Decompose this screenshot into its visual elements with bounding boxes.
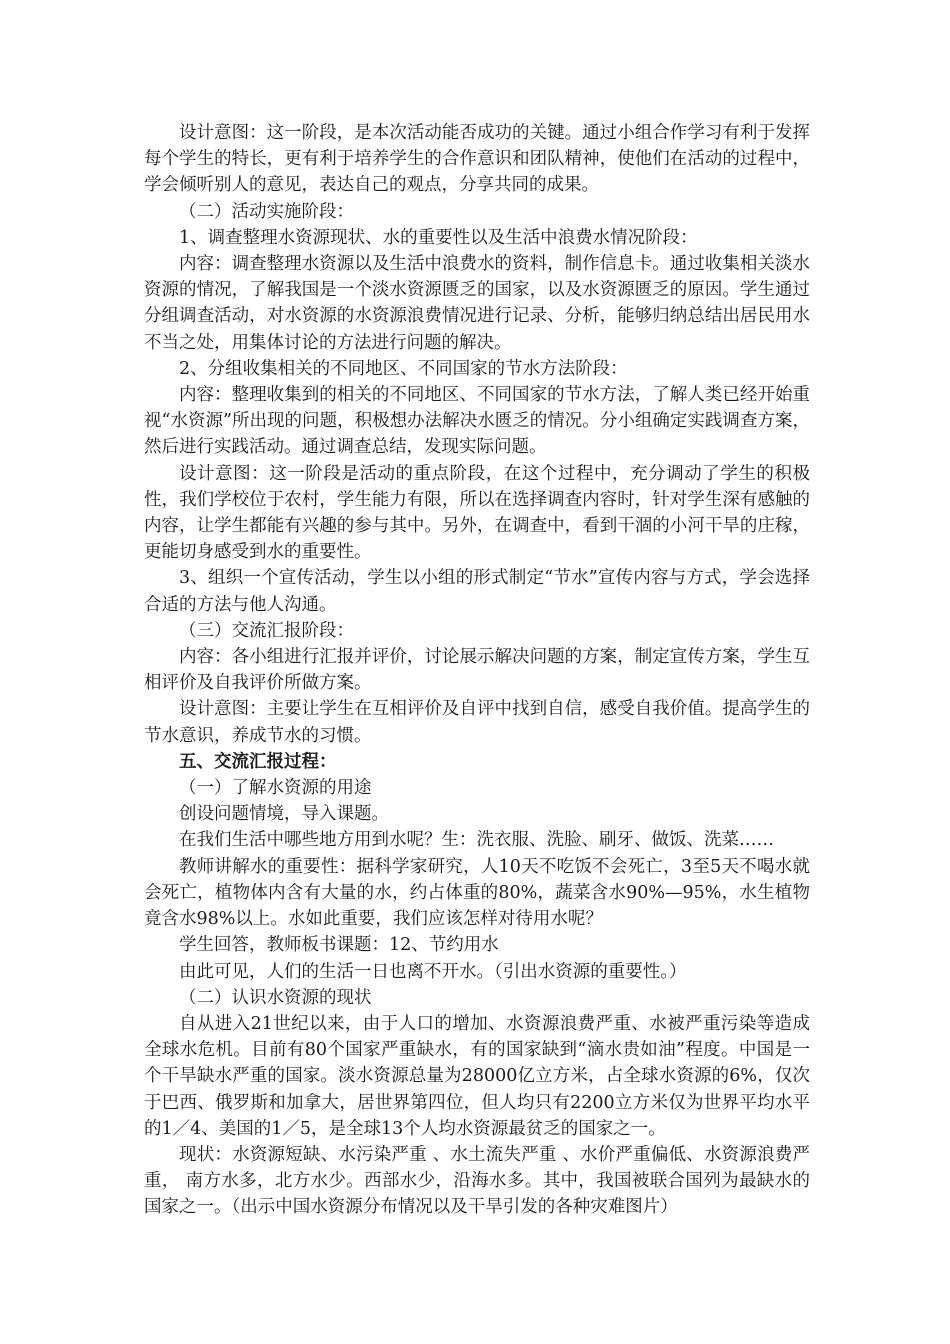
paragraph-board-title: 学生回答，教师板书课题：12、节约用水: [179, 935, 499, 956]
paragraph-design-intent-3: 设计意图：主要让学生在互相评价及自评中找到自信，感受自我价值。提高学生的节水意识，养成节水的习惯。: [144, 699, 810, 746]
paragraph-design-intent-2: 设计意图：这一阶段是活动的重点阶段，在这个过程中，充分调动了学生的积极性，我们学校位于农村，学生能力有限，所以在选择调查内容时，针对学生深有感触的内容，让学生都能有兴趣的参与其中。另外，在调查中，看到干涸的小河干旱的庄稼，更能切身感受到水的重要性。: [144, 463, 810, 563]
paragraph-teacher-explain: 教师讲解水的重要性：据科学家研究，人10天不吃饭不会死亡，3至5天不喝水就会死亡，植物体内含有大量的水，约占体重的80%，蔬菜含水90%—95%，水生植物竟含水98%以上。水如此重要，我们应该怎样对待用水呢？: [144, 856, 810, 930]
paragraph-content-1: 内容：调查整理水资源以及生活中浪费水的资料，制作信息卡。通过收集相关淡水资源的情况，了解我国是一个淡水资源匮乏的国家，以及水资源匮乏的原因。学生通过分组调查活动，对水资源的水资源浪费情况进行记录、分析，能够归纳总结出居民用水不当之处，用集体讨论的方法进行问题的解决。: [144, 254, 810, 353]
paragraph-content-2: 内容：整理收集到的相关的不同地区、不同国家的节水方法，了解人类已经开始重视“水资源”所出现的问题，积极想办法解决水匮乏的情况。分小组确定实践调查方案，然后进行实践活动。通过调查总结，发现实际问题。: [144, 385, 810, 458]
step-2-title: 2、分组收集相关的不同地区、不同国家的节水方法阶段：: [179, 358, 628, 379]
paragraph-current-status: 现状：水资源短缺、水污染严重 、水土流失严重 、水价严重偏低、水资源浪费严重， 南方水多，北方水少。西部水少，沿海水多。其中，我国被联合国列为最缺水的国家之一。（出示中国水资源分布情况以及干旱引发的各种灾难图片）: [144, 1144, 810, 1218]
step-3-title: 3、组织一个宣传活动，学生以小组的形式制定“节水”宣传内容与方式，学会选择合适的方法与他人沟通。: [144, 568, 810, 615]
subheading-water-uses: （一）了解水资源的用途: [179, 778, 372, 799]
section-heading-5: 五、交流汇报过程：: [179, 751, 337, 772]
heading-report-stage: （三）交流汇报阶段：: [179, 620, 354, 641]
paragraph-question: 在我们生活中哪些地方用到水呢？生：洗衣服、洗脸、刷牙、做饭、洗菜……: [179, 830, 774, 851]
paragraph-intro-topic: 创设问题情境，导入课题。: [179, 804, 389, 825]
paragraph-design-intent-1: 设计意图：这一阶段，是本次活动能否成功的关键。通过小组合作学习有利于发挥每个学生的特长，更有利于培养学生的合作意识和团队精神，使他们在活动的过程中，学会倾听别人的意见，表达自己的观点，分享共同的成果。: [144, 123, 810, 196]
paragraph-content-3: 内容：各小组进行汇报并评价，讨论展示解决问题的方案，制定宣传方案，学生互相评价及自我评价所做方案。: [144, 647, 810, 694]
step-1-title: 1、调查整理水资源现状、水的重要性以及生活中浪费水情况阶段：: [179, 227, 698, 248]
paragraph-water-crisis: 自从进入21世纪以来，由于人口的增加、水资源浪费严重、水被严重污染等造成全球水危机。目前有80个国家严重缺水，有的国家缺到“滴水贵如油”程度。中国是一个干旱缺水严重的国家。淡水资源总量为28000亿立方米，占全球水资源的6%，仅次于巴西、俄罗斯和加拿大，居世界第四位，但人均只有2200立方米仅为世界平均水平的1／4、美国的1／5，是全球13个人均水资源最贫乏的国家之一。: [144, 1013, 810, 1139]
document-page: [144, 120, 810, 1221]
subheading-water-status: （二）认识水资源的现状: [179, 987, 372, 1008]
paragraph-conclusion: 由此可见，人们的生活一日也离不开水。（引出水资源的重要性。）: [179, 961, 687, 982]
heading-implementation-stage: （二）活动实施阶段：: [179, 201, 354, 222]
